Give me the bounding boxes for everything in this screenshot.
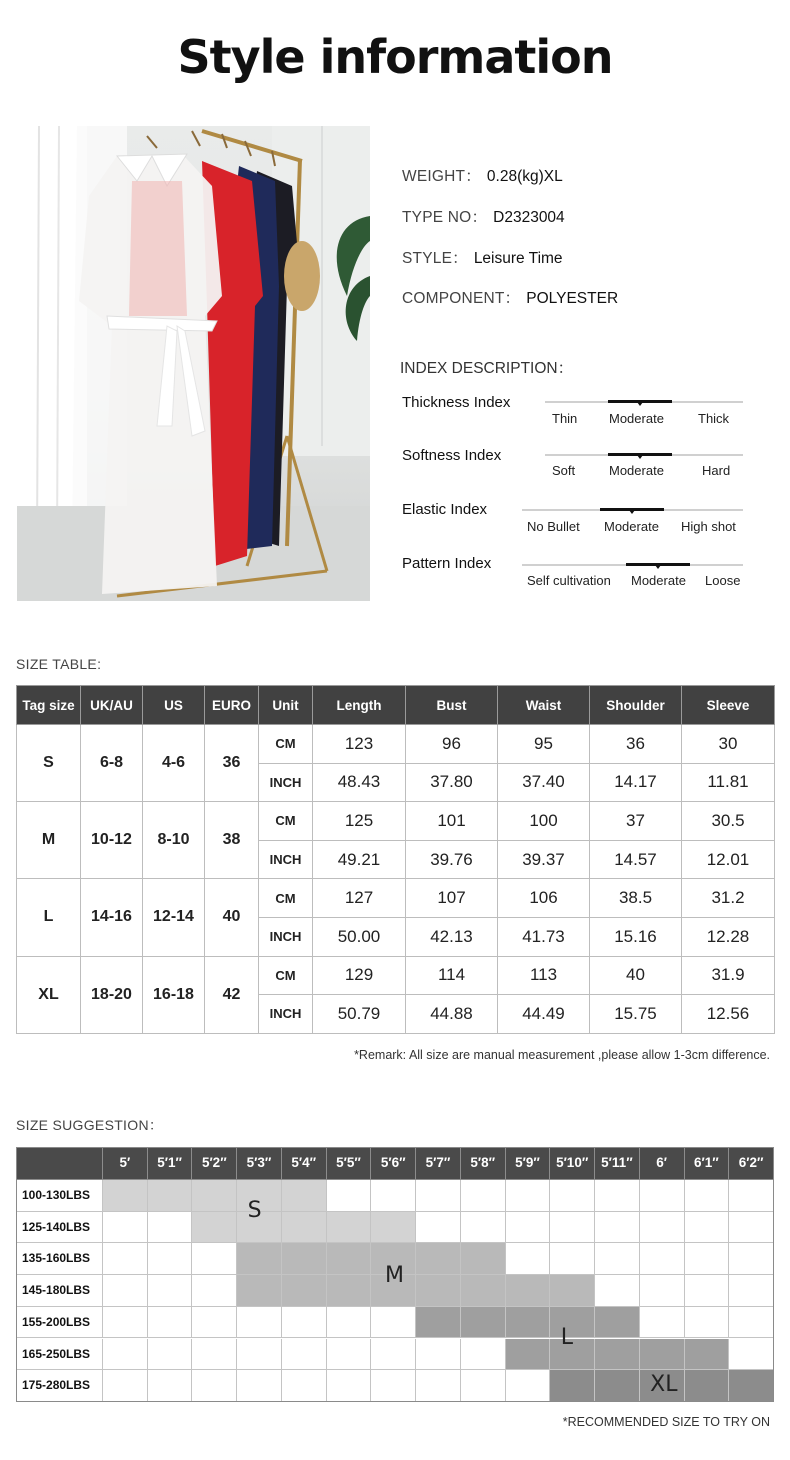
suggestion-cell xyxy=(282,1370,327,1402)
height-header: 6′2″ xyxy=(729,1147,774,1180)
suggestion-cell xyxy=(282,1275,327,1307)
suggestion-cell xyxy=(729,1307,774,1339)
waist-cell: 37.40 xyxy=(498,763,590,802)
suggestion-cell xyxy=(550,1275,595,1307)
suggestion-cell xyxy=(416,1307,461,1339)
suggestion-cell xyxy=(148,1180,193,1212)
size-tag: L xyxy=(17,879,81,956)
softness-opt-hard: Hard xyxy=(702,463,731,478)
size-us: 12-14 xyxy=(143,879,205,956)
size-euro: 40 xyxy=(205,879,259,956)
suggestion-cell xyxy=(506,1212,551,1244)
sleeve-cell: 30.5 xyxy=(682,802,775,841)
suggestion-cell xyxy=(729,1212,774,1244)
sleeve-cell: 31.9 xyxy=(682,956,775,995)
suggestion-cell xyxy=(327,1307,372,1339)
suggestion-cell xyxy=(371,1180,416,1212)
size-euro: 38 xyxy=(205,802,259,879)
elastic-index-marker xyxy=(600,508,664,511)
weight-row-header: 135-160LBS xyxy=(16,1243,103,1275)
unit-cell: CM xyxy=(259,879,313,918)
suggestion-cell xyxy=(506,1370,551,1402)
unit-cell: CM xyxy=(259,956,313,995)
suggestion-cell xyxy=(729,1370,774,1402)
suggestion-cell xyxy=(595,1212,640,1244)
length-cell: 125 xyxy=(313,802,406,841)
suggestion-cell xyxy=(371,1307,416,1339)
shoulder-cell: 15.16 xyxy=(590,917,682,956)
weight-row-header: 155-200LBS xyxy=(16,1307,103,1339)
unit-cell: INCH xyxy=(259,763,313,802)
suggestion-cell xyxy=(282,1180,327,1212)
suggestion-cell xyxy=(595,1243,640,1275)
height-header: 6′1″ xyxy=(685,1147,730,1180)
suggestion-cell xyxy=(595,1370,640,1402)
suggestion-cell xyxy=(461,1307,506,1339)
softness-opt-moderate: Moderate xyxy=(609,463,664,478)
suggestion-cell xyxy=(371,1212,416,1244)
suggestion-cell xyxy=(327,1180,372,1212)
index-description-heading: INDEX DESCRIPTION： xyxy=(400,360,574,377)
height-header: 5′6″ xyxy=(371,1147,416,1180)
waist-cell: 44.49 xyxy=(498,995,590,1034)
suggestion-cell xyxy=(506,1339,551,1371)
suggestion-cell xyxy=(103,1212,148,1244)
size-suggestion-s-label: S xyxy=(247,1197,262,1223)
weight-row-header: 145-180LBS xyxy=(16,1275,103,1307)
size-uk: 14-16 xyxy=(81,879,143,956)
suggestion-cell xyxy=(192,1180,237,1212)
suggestion-cell xyxy=(729,1180,774,1212)
size-uk: 6-8 xyxy=(81,725,143,802)
suggestion-cell xyxy=(595,1275,640,1307)
elastic-opt-moderate: Moderate xyxy=(604,519,659,534)
bust-cell: 96 xyxy=(406,725,498,764)
unit-cell: CM xyxy=(259,802,313,841)
shoulder-cell: 36 xyxy=(590,725,682,764)
size-euro: 42 xyxy=(205,956,259,1033)
size-tag: M xyxy=(17,802,81,879)
weight-row-header: 100-130LBS xyxy=(16,1180,103,1212)
recommend-note: *RECOMMENDED SIZE TO TRY ON xyxy=(562,1415,770,1429)
type-no-row xyxy=(402,205,565,227)
suggestion-cell xyxy=(595,1307,640,1339)
size-suggestion-l-label: L xyxy=(560,1324,573,1350)
bust-cell: 42.13 xyxy=(406,917,498,956)
elastic-opt-no-bullet: No Bullet xyxy=(527,519,580,534)
suggestion-cell xyxy=(640,1275,685,1307)
sleeve-cell: 11.81 xyxy=(682,763,775,802)
softness-opt-soft: Soft xyxy=(552,463,576,478)
height-header: 5′3″ xyxy=(237,1147,282,1180)
style-row xyxy=(402,246,563,268)
suggestion-cell xyxy=(595,1180,640,1212)
unit-cell: INCH xyxy=(259,840,313,879)
height-header: 5′11″ xyxy=(595,1147,640,1180)
suggestion-cell xyxy=(148,1212,193,1244)
suggestion-cell xyxy=(416,1180,461,1212)
size-us: 8-10 xyxy=(143,802,205,879)
suggestion-cell xyxy=(327,1275,372,1307)
shoulder-cell: 14.17 xyxy=(590,763,682,802)
softness-index-marker xyxy=(608,453,672,456)
suggestion-cell xyxy=(416,1275,461,1307)
suggestion-cell xyxy=(103,1370,148,1402)
table-row xyxy=(17,725,775,764)
weight-row-header: 175-280LBS xyxy=(16,1370,103,1402)
unit-cell: CM xyxy=(259,725,313,764)
length-cell: 49.21 xyxy=(313,840,406,879)
suggestion-cell xyxy=(461,1370,506,1402)
height-header: 5′7″ xyxy=(416,1147,461,1180)
shoulder-cell: 38.5 xyxy=(590,879,682,918)
sleeve-cell: 31.2 xyxy=(682,879,775,918)
suggestion-cell xyxy=(729,1243,774,1275)
thickness-index-label: Thickness Index xyxy=(402,394,511,411)
size-table-label: SIZE TABLE: xyxy=(16,656,102,672)
suggestion-cell xyxy=(416,1212,461,1244)
suggestion-cell xyxy=(640,1243,685,1275)
suggestion-cell xyxy=(371,1370,416,1402)
length-cell: 50.00 xyxy=(313,917,406,956)
suggestion-cell xyxy=(192,1212,237,1244)
pattern-opt-loose: Loose xyxy=(705,573,741,588)
size-suggestion-xl-label: XL xyxy=(650,1372,678,1398)
header-euro: EURO xyxy=(205,686,259,725)
bust-cell: 114 xyxy=(406,956,498,995)
suggestion-cell xyxy=(685,1370,730,1402)
softness-index-label: Softness Index xyxy=(402,447,502,464)
suggestion-cell xyxy=(327,1243,372,1275)
suggestion-cell xyxy=(282,1243,327,1275)
size-table-remark: *Remark: All size are manual measurement ,please allow 1-3cm difference. xyxy=(354,1048,770,1062)
table-row xyxy=(17,879,775,918)
suggestion-cell xyxy=(640,1339,685,1371)
suggestion-cell xyxy=(192,1275,237,1307)
suggestion-cell xyxy=(550,1243,595,1275)
unit-cell: INCH xyxy=(259,995,313,1034)
length-cell: 123 xyxy=(313,725,406,764)
suggestion-cell xyxy=(103,1339,148,1371)
height-header: 5′4″ xyxy=(282,1147,327,1180)
size-suggestion-label: SIZE SUGGESTION： xyxy=(16,1117,164,1133)
header-tag-size: Tag size xyxy=(17,686,81,725)
shoulder-cell: 15.75 xyxy=(590,995,682,1034)
bust-cell: 107 xyxy=(406,879,498,918)
size-euro: 36 xyxy=(205,725,259,802)
header-shoulder: Shoulder xyxy=(590,686,682,725)
suggestion-cell xyxy=(237,1307,282,1339)
suggestion-cell xyxy=(416,1370,461,1402)
unit-cell: INCH xyxy=(259,917,313,956)
table-row xyxy=(17,956,775,995)
product-photo xyxy=(17,126,370,601)
length-cell: 129 xyxy=(313,956,406,995)
type-no-key: TYPE NO： xyxy=(402,209,488,226)
style-value: Leisure Time xyxy=(473,250,563,267)
suggestion-cell xyxy=(282,1339,327,1371)
bust-cell: 101 xyxy=(406,802,498,841)
suggestion-cell xyxy=(282,1307,327,1339)
suggestion-cell xyxy=(192,1243,237,1275)
size-uk: 10-12 xyxy=(81,802,143,879)
suggestion-cell xyxy=(148,1243,193,1275)
component-key: COMPONENT： xyxy=(402,290,521,307)
suggestion-cell xyxy=(685,1180,730,1212)
suggestion-cell xyxy=(327,1370,372,1402)
waist-cell: 100 xyxy=(498,802,590,841)
weight-value: 0.28(kg)XL xyxy=(486,168,563,185)
suggestion-cell xyxy=(192,1307,237,1339)
bust-cell: 44.88 xyxy=(406,995,498,1034)
pattern-opt-moderate: Moderate xyxy=(631,573,686,588)
size-table xyxy=(16,685,775,1034)
type-no-value: D2323004 xyxy=(493,209,565,226)
suggestion-cell xyxy=(192,1370,237,1402)
suggestion-cell xyxy=(103,1243,148,1275)
dress-rack-illustration xyxy=(17,126,370,601)
suggestion-cell xyxy=(237,1370,282,1402)
suggestion-cell xyxy=(192,1339,237,1371)
shoulder-cell: 37 xyxy=(590,802,682,841)
bust-cell: 37.80 xyxy=(406,763,498,802)
sleeve-cell: 12.56 xyxy=(682,995,775,1034)
suggestion-cell xyxy=(461,1212,506,1244)
suggestion-cell xyxy=(550,1212,595,1244)
suggestion-cell xyxy=(640,1307,685,1339)
header-waist: Waist xyxy=(498,686,590,725)
size-us: 4-6 xyxy=(143,725,205,802)
header-unit: Unit xyxy=(259,686,313,725)
suggestion-cell xyxy=(506,1307,551,1339)
table-row xyxy=(17,802,775,841)
suggestion-cell xyxy=(685,1212,730,1244)
height-header: 6′ xyxy=(640,1147,685,1180)
suggestion-cell xyxy=(640,1212,685,1244)
pattern-index-label: Pattern Index xyxy=(402,555,492,572)
height-header: 5′5″ xyxy=(327,1147,372,1180)
suggestion-cell xyxy=(282,1212,327,1244)
length-cell: 50.79 xyxy=(313,995,406,1034)
suggestion-cell xyxy=(685,1307,730,1339)
suggestion-cell xyxy=(461,1275,506,1307)
size-us: 16-18 xyxy=(143,956,205,1033)
suggestion-cell xyxy=(237,1275,282,1307)
page-title: Style information xyxy=(177,30,613,84)
waist-cell: 106 xyxy=(498,879,590,918)
header-uk-au: UK/AU xyxy=(81,686,143,725)
suggestion-cell xyxy=(148,1275,193,1307)
height-header: 5′10″ xyxy=(550,1147,595,1180)
height-header: 5′2″ xyxy=(192,1147,237,1180)
suggestion-cell xyxy=(327,1339,372,1371)
suggestion-cell xyxy=(103,1180,148,1212)
suggestion-cell xyxy=(148,1370,193,1402)
suggestion-cell xyxy=(237,1339,282,1371)
length-cell: 127 xyxy=(313,879,406,918)
suggestion-cell xyxy=(729,1275,774,1307)
header-bust: Bust xyxy=(406,686,498,725)
pattern-opt-self-cultivation: Self cultivation xyxy=(527,573,611,588)
grid-corner-cell xyxy=(16,1147,103,1180)
suggestion-cell xyxy=(371,1339,416,1371)
suggestion-cell xyxy=(729,1339,774,1371)
header-length: Length xyxy=(313,686,406,725)
size-table-header xyxy=(17,686,775,725)
size-tag: XL xyxy=(17,956,81,1033)
suggestion-cell xyxy=(461,1180,506,1212)
height-header: 5′1″ xyxy=(148,1147,193,1180)
weight-row-header: 125-140LBS xyxy=(16,1212,103,1244)
suggestion-cell xyxy=(103,1307,148,1339)
thickness-opt-thin: Thin xyxy=(552,411,578,426)
header-sleeve: Sleeve xyxy=(682,686,775,725)
length-cell: 48.43 xyxy=(313,763,406,802)
size-suggestion-m-label: M xyxy=(384,1263,404,1289)
suggestion-cell xyxy=(237,1243,282,1275)
waist-cell: 39.37 xyxy=(498,840,590,879)
weight-row xyxy=(402,164,563,186)
component-row xyxy=(402,286,618,308)
pattern-index-marker xyxy=(626,563,690,566)
shoulder-cell: 40 xyxy=(590,956,682,995)
thickness-index-marker xyxy=(608,400,672,403)
suggestion-cell xyxy=(148,1339,193,1371)
component-value: POLYESTER xyxy=(526,290,619,307)
bust-cell: 39.76 xyxy=(406,840,498,879)
weight-row-header: 165-250LBS xyxy=(16,1339,103,1371)
size-uk: 18-20 xyxy=(81,956,143,1033)
height-header: 5′9″ xyxy=(506,1147,551,1180)
elastic-index-label: Elastic Index xyxy=(402,501,488,518)
suggestion-cell xyxy=(685,1275,730,1307)
suggestion-cell xyxy=(148,1307,193,1339)
sleeve-cell: 12.28 xyxy=(682,917,775,956)
elastic-opt-high-shot: High shot xyxy=(681,519,736,534)
style-key: STYLE： xyxy=(402,250,468,267)
suggestion-cell xyxy=(461,1339,506,1371)
header-us: US xyxy=(143,686,205,725)
suggestion-cell xyxy=(685,1243,730,1275)
suggestion-cell xyxy=(550,1370,595,1402)
height-header: 5′8″ xyxy=(461,1147,506,1180)
suggestion-cell xyxy=(103,1275,148,1307)
waist-cell: 41.73 xyxy=(498,917,590,956)
shoulder-cell: 14.57 xyxy=(590,840,682,879)
weight-key: WEIGHT： xyxy=(402,168,481,185)
suggestion-cell xyxy=(640,1180,685,1212)
suggestion-cell xyxy=(595,1339,640,1371)
thickness-opt-moderate: Moderate xyxy=(609,411,664,426)
sleeve-cell: 30 xyxy=(682,725,775,764)
suggestion-cell xyxy=(327,1212,372,1244)
thickness-opt-thick: Thick xyxy=(698,411,730,426)
waist-cell: 113 xyxy=(498,956,590,995)
height-header: 5′ xyxy=(103,1147,148,1180)
suggestion-cell xyxy=(506,1180,551,1212)
suggestion-cell xyxy=(461,1243,506,1275)
suggestion-cell xyxy=(506,1275,551,1307)
suggestion-cell xyxy=(506,1243,551,1275)
size-tag: S xyxy=(17,725,81,802)
suggestion-cell xyxy=(550,1180,595,1212)
suggestion-cell xyxy=(416,1243,461,1275)
suggestion-cell xyxy=(685,1339,730,1371)
suggestion-cell xyxy=(416,1339,461,1371)
sleeve-cell: 12.01 xyxy=(682,840,775,879)
waist-cell: 95 xyxy=(498,725,590,764)
